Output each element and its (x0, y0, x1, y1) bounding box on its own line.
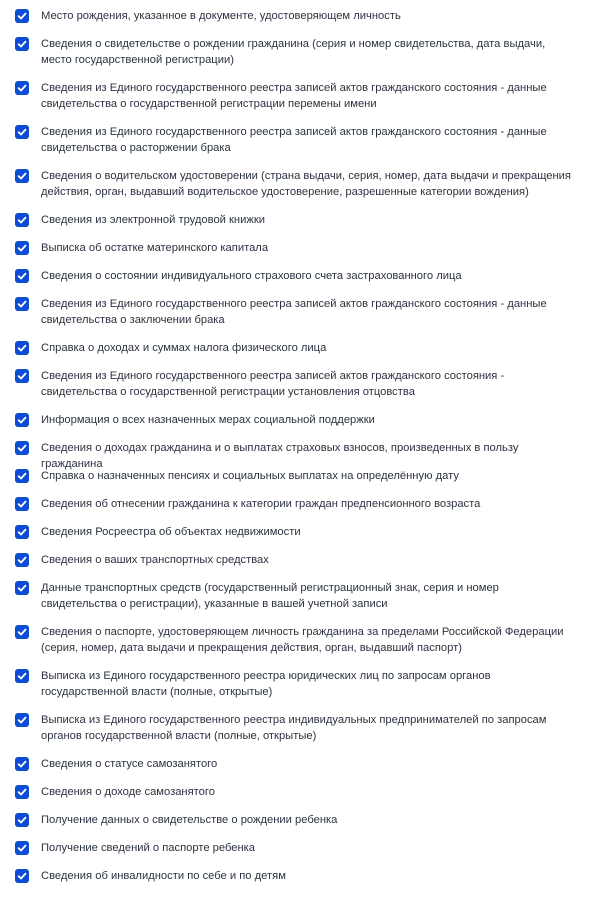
checkbox[interactable] (15, 213, 29, 227)
checkbox[interactable] (15, 297, 29, 311)
checkbox[interactable] (15, 581, 29, 595)
checkbox[interactable] (15, 413, 29, 427)
checkmark-icon (17, 243, 27, 253)
consent-item-label: Получение данных о свидетельстве о рождении ребенка (41, 814, 338, 826)
checkmark-icon (17, 343, 27, 353)
checkbox[interactable] (15, 37, 29, 51)
checkmark-icon (17, 127, 27, 137)
consent-item-label: Сведения о доходе самозанятого (41, 786, 215, 798)
checkmark-icon (17, 527, 27, 537)
checkmark-icon (17, 583, 27, 593)
checkbox[interactable] (15, 813, 29, 827)
checkbox[interactable] (15, 713, 29, 727)
consent-item-label: Сведения из Единого государственного реестра записей актов гражданского состояния - данные свидетельства о государственной регистрации перемены имени (41, 82, 547, 110)
checkmark-icon (17, 415, 27, 425)
checkbox[interactable] (15, 757, 29, 771)
checkmark-icon (17, 471, 27, 481)
consent-item-label: Сведения Росреестра об объектах недвижимости (41, 526, 301, 538)
consent-item-label: Получение сведений о паспорте ребенка (41, 842, 256, 854)
checkbox[interactable] (15, 525, 29, 539)
consent-item-label: Сведения из электронной трудовой книжки (41, 214, 265, 226)
consent-item-label: Сведения из Единого государственного реестра записей актов гражданского состояния - свидетельства о государственной регистрации установления отцовства (41, 370, 505, 398)
checkmark-icon (17, 171, 27, 181)
consent-item-label: Информация о всех назначенных мерах социальной поддержки (41, 414, 375, 426)
checkbox[interactable] (15, 497, 29, 511)
consent-item-label: Сведения из Единого государственного реестра записей актов гражданского состояния - данные свидетельства о заключении брака (41, 298, 547, 326)
checkbox[interactable] (15, 9, 29, 23)
consent-item-label: Выписка из Единого государственного реестра юридических лиц по запросам органов государственной власти (полные, открытые) (41, 670, 491, 698)
consent-item-label: Справка о доходах и суммах налога физического лица (41, 342, 327, 354)
checkmark-icon (17, 83, 27, 93)
checkmark-icon (17, 371, 27, 381)
consent-item-label: Место рождения, указанное в документе, удостоверяющем личность (41, 10, 401, 22)
checkmark-icon (17, 39, 27, 49)
checkbox[interactable] (15, 625, 29, 639)
checkbox[interactable] (15, 241, 29, 255)
checkmark-icon (17, 499, 27, 509)
checkbox[interactable] (15, 553, 29, 567)
consent-item-label: Выписка из Единого государственного реестра индивидуальных предпринимателей по запросам органов государственной власти (полные, открытые) (41, 714, 547, 742)
consent-item-label: Сведения о статусе самозанятого (41, 758, 218, 770)
checkbox[interactable] (15, 369, 29, 383)
checkbox[interactable] (15, 441, 29, 455)
checkmark-icon (17, 627, 27, 637)
checkmark-icon (17, 271, 27, 281)
consent-item-label: Сведения о водительском удостоверении (страна выдачи, серия, номер, дата выдачи и прекращения действия, орган, выдавший водительское удостоверение, разрешенные категории вождения) (41, 170, 571, 198)
checkmark-icon (17, 815, 27, 825)
checkmark-icon (17, 443, 27, 453)
checkbox[interactable] (15, 341, 29, 355)
consent-item-label: Сведения о паспорте, удостоверяющем личность гражданина за пределами Российской Федерации (серия, номер, дата выдачи и прекращения действия, орган, выдавший паспорт) (41, 626, 564, 654)
consent-item-label: Справка о назначенных пенсиях и социальных выплатах на определённую дату (41, 470, 459, 482)
consent-item-label: Сведения из Единого государственного реестра записей актов гражданского состояния - данные свидетельства о расторжении брака (41, 126, 547, 154)
consent-item-label: Сведения о состоянии индивидуального страхового счета застрахованного лица (41, 270, 462, 282)
consent-item-label: Данные транспортных средств (государственный регистрационный знак, серия и номер свидетельства о регистрации), указанные в вашей учетной записи (41, 582, 499, 610)
checkmark-icon (17, 299, 27, 309)
checkmark-icon (17, 215, 27, 225)
checkbox[interactable] (15, 81, 29, 95)
checkmark-icon (17, 843, 27, 853)
consent-item-label: Сведения о ваших транспортных средствах (41, 554, 269, 566)
checkmark-icon (17, 11, 27, 21)
consent-item-label: Выписка об остатке материнского капитала (41, 242, 269, 254)
checkmark-icon (17, 871, 27, 881)
checkbox[interactable] (15, 269, 29, 283)
consent-item-label: Сведения о свидетельстве о рождении гражданина (серия и номер свидетельства, дата выдачи, место государственной регистрации) (41, 38, 546, 66)
checkbox[interactable] (15, 669, 29, 683)
checkmark-icon (17, 671, 27, 681)
consent-item-label: Сведения об инвалидности по себе и по детям (41, 870, 286, 882)
checkbox[interactable] (15, 841, 29, 855)
checkmark-icon (17, 715, 27, 725)
checkmark-icon (17, 759, 27, 769)
checkbox[interactable] (15, 169, 29, 183)
consent-item-label: Сведения об отнесении гражданина к категории граждан предпенсионного возраста (41, 498, 481, 510)
checkbox[interactable] (15, 469, 29, 483)
checkmark-icon (17, 555, 27, 565)
checkmark-icon (17, 787, 27, 797)
checkbox[interactable] (15, 785, 29, 799)
consent-item-label: Сведения о доходах гражданина и о выплатах страховых взносов, произведенных в пользу гражданина (41, 442, 519, 470)
checkbox[interactable] (15, 869, 29, 883)
checkbox[interactable] (15, 125, 29, 139)
